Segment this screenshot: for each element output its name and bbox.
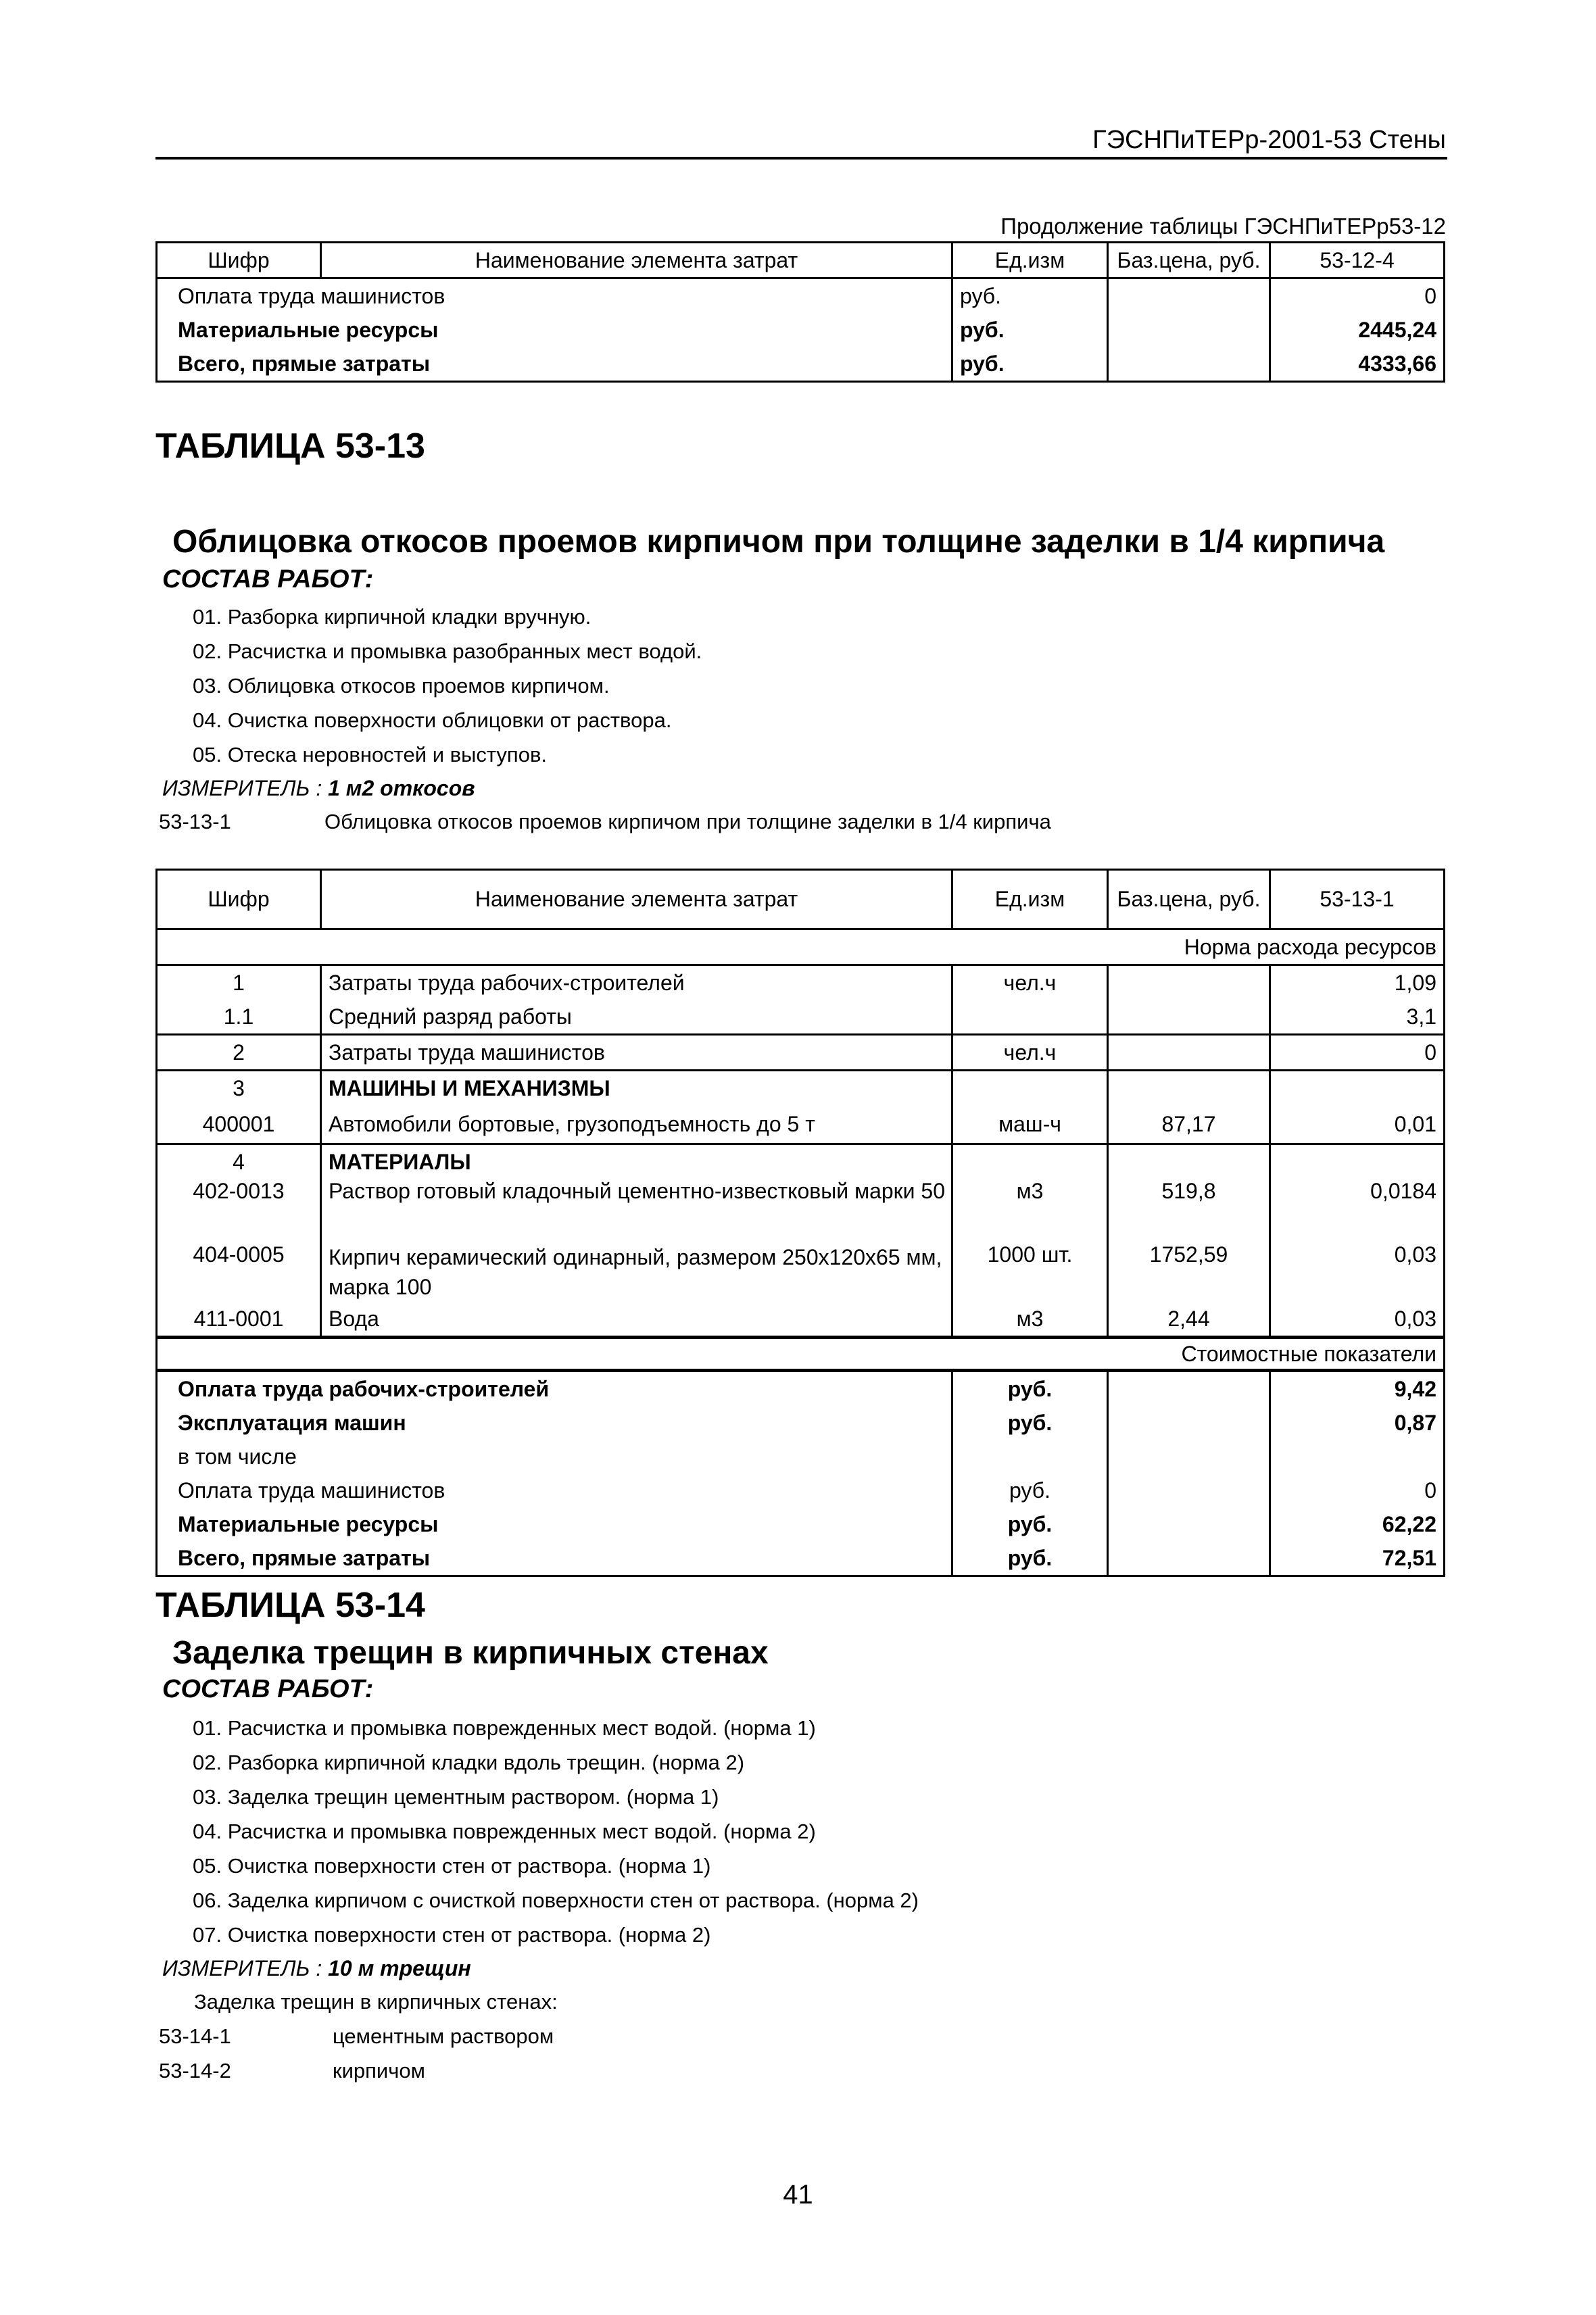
row-unit: руб.: [952, 313, 1108, 347]
row-price: 1752,59: [1108, 1240, 1270, 1302]
row-code: 404-0005: [157, 1240, 321, 1302]
row-value: 0: [1270, 1035, 1445, 1071]
row-value: [1270, 1144, 1445, 1179]
cost-row: [157, 1473, 1445, 1507]
work-item: 04. Очистка поверхности облицовки от раствора.: [193, 708, 672, 732]
work-item: 03. Облицовка откосов проемов кирпичом.: [193, 674, 610, 698]
row-value: 1,09: [1270, 965, 1445, 1000]
row-name: Средний разряд работы: [321, 1000, 952, 1035]
norm-section-label: Норма расхода ресурсов: [157, 929, 1445, 965]
row-value: 0,01: [1270, 1105, 1445, 1144]
cost-name: Материальные ресурсы: [157, 1507, 952, 1541]
work-item: 05. Очистка поверхности стен от раствора. (норма 1): [193, 1854, 711, 1878]
row-name: Вода: [321, 1302, 952, 1338]
item-code: 53-14-2: [159, 2059, 231, 2082]
table-row: [157, 1240, 1445, 1302]
table-row: [157, 1071, 1445, 1106]
row-price: [1108, 1000, 1270, 1035]
col-header-rate-code: 53-13-1: [1270, 870, 1445, 929]
row-price: [1108, 347, 1270, 382]
cost-section-label: Стоимостные показатели: [157, 1338, 1445, 1371]
cost-value: 0,87: [1270, 1406, 1445, 1440]
row-value: [1270, 1071, 1445, 1106]
row-price: 2,44: [1108, 1302, 1270, 1338]
col-header-code: Шифр: [157, 243, 321, 278]
meter-value: 10 м трещин: [328, 1956, 471, 1980]
row-unit: маш-ч: [952, 1105, 1108, 1144]
table-row: [157, 1000, 1445, 1035]
row-price: 87,17: [1108, 1105, 1270, 1144]
row-name: Раствор готовый кладочный цементно-известковый марки 50: [321, 1179, 952, 1240]
table-header-row: [157, 870, 1445, 929]
item-code: 53-13-1: [159, 810, 231, 833]
row-name: Всего, прямые затраты: [157, 347, 952, 382]
row-name-continued: марка 100: [329, 1275, 432, 1299]
table-row: [157, 965, 1445, 1000]
group-label: Заделка трещин в кирпичных стенах:: [194, 1990, 558, 2014]
row-unit: 1000 шт.: [952, 1240, 1108, 1302]
col-header-rate-code: 53-12-4: [1270, 243, 1445, 278]
item-name: Облицовка откосов проемов кирпичом при толщине заделки в 1/4 кирпича: [324, 810, 1051, 833]
row-name: Затраты труда рабочих-строителей: [321, 965, 952, 1000]
table-row: [157, 313, 1445, 347]
cost-section-row: [157, 1338, 1445, 1371]
cost-value: 9,42: [1270, 1371, 1445, 1407]
row-value: 4333,66: [1270, 347, 1445, 382]
cost-name: в том числе: [157, 1440, 952, 1473]
col-header-base-price: Баз.цена, руб.: [1108, 870, 1270, 929]
col-header-unit: Ед.изм: [952, 243, 1108, 278]
row-price: [1108, 313, 1270, 347]
row-price: [1108, 278, 1270, 314]
row-name: МАТЕРИАЛЫ: [321, 1144, 952, 1179]
header-rule: [155, 157, 1447, 160]
table-header-row: [157, 243, 1445, 278]
row-price: [1108, 1071, 1270, 1106]
col-header-name: Наименование элемента затрат: [321, 243, 952, 278]
cost-unit: руб.: [952, 1473, 1108, 1507]
cost-price: [1108, 1507, 1270, 1541]
table-53-14-title: Заделка трещин в кирпичных стенах: [172, 1635, 769, 1671]
cost-unit: руб.: [952, 1541, 1108, 1576]
row-code: 400001: [157, 1105, 321, 1144]
cost-row: [157, 1371, 1445, 1407]
table-53-13-heading: ТАБЛИЦА 53-13: [155, 427, 425, 466]
document-header-title: ГЭСНПиТЕРр-2001-53 Стены: [1092, 126, 1446, 154]
row-unit: м3: [952, 1302, 1108, 1338]
row-unit: чел.ч: [952, 965, 1108, 1000]
row-price: [1108, 1035, 1270, 1071]
row-unit: руб.: [952, 347, 1108, 382]
item-code: 53-14-1: [159, 2024, 231, 2048]
table-row: [157, 1302, 1445, 1338]
cost-unit: [952, 1440, 1108, 1473]
row-value: 2445,24: [1270, 313, 1445, 347]
cost-name: Оплата труда машинистов: [157, 1473, 952, 1507]
table-53-13: [155, 869, 1445, 1577]
cost-row: [157, 1507, 1445, 1541]
row-value: 0,03: [1270, 1240, 1445, 1302]
row-code: 2: [157, 1035, 321, 1071]
table-53-14-heading: ТАБЛИЦА 53-14: [155, 1586, 425, 1625]
row-code: 411-0001: [157, 1302, 321, 1338]
item-name: цементным раствором: [333, 2024, 554, 2048]
work-item: 04. Расчистка и промывка поврежденных мест водой. (норма 2): [193, 1820, 816, 1843]
cost-value: [1270, 1440, 1445, 1473]
work-item: 05. Отеска неровностей и выступов.: [193, 743, 548, 766]
norm-section-row: [157, 929, 1445, 965]
row-code: 3: [157, 1071, 321, 1106]
work-item: 06. Заделка кирпичом с очисткой поверхности стен от раствора. (норма 2): [193, 1888, 919, 1912]
meter-line: [162, 1956, 471, 1981]
row-unit: чел.ч: [952, 1035, 1108, 1071]
row-code: 1.1: [157, 1000, 321, 1035]
row-name: Затраты труда машинистов: [321, 1035, 952, 1071]
row-value: 3,1: [1270, 1000, 1445, 1035]
row-name: Оплата труда машинистов: [157, 278, 952, 314]
cost-price: [1108, 1406, 1270, 1440]
row-code: 402-0013: [157, 1179, 321, 1240]
cost-name: Всего, прямые затраты: [157, 1541, 952, 1576]
row-unit: [952, 1000, 1108, 1035]
table-row: [157, 1035, 1445, 1071]
col-header-name: Наименование элемента затрат: [321, 870, 952, 929]
cost-row: [157, 1541, 1445, 1576]
row-name: Кирпич керамический одинарный, размером 250х120х65 мм,: [329, 1245, 942, 1269]
meter-label: ИЗМЕРИТЕЛЬ :: [162, 776, 322, 800]
work-item: 01. Разборка кирпичной кладки вручную.: [193, 605, 591, 629]
item-name: кирпичом: [333, 2059, 425, 2082]
table-row: [157, 1105, 1445, 1144]
work-item: 02. Расчистка и промывка разобранных мест водой.: [193, 639, 702, 663]
cost-value: 72,51: [1270, 1541, 1445, 1576]
cost-price: [1108, 1473, 1270, 1507]
table-53-12-tail: [155, 241, 1445, 383]
work-item: 07. Очистка поверхности стен от раствора. (норма 2): [193, 1923, 711, 1947]
row-value: 0,0184: [1270, 1179, 1445, 1240]
page-number: 41: [783, 2180, 813, 2210]
cost-value: 0: [1270, 1473, 1445, 1507]
meter-value: 1 м2 откосов: [328, 776, 475, 800]
row-name: МАШИНЫ И МЕХАНИЗМЫ: [321, 1071, 952, 1106]
work-item: 02. Разборка кирпичной кладки вдоль трещин. (норма 2): [193, 1751, 745, 1774]
cost-price: [1108, 1541, 1270, 1576]
meter-line: [162, 776, 475, 801]
table-row: [157, 278, 1445, 314]
table-row: [157, 347, 1445, 382]
cost-name: Оплата труда рабочих-строителей: [157, 1371, 952, 1407]
cost-price: [1108, 1440, 1270, 1473]
cost-unit: руб.: [952, 1406, 1108, 1440]
cost-value: 62,22: [1270, 1507, 1445, 1541]
col-header-unit: Ед.изм: [952, 870, 1108, 929]
cost-name: Эксплуатация машин: [157, 1406, 952, 1440]
row-unit: руб.: [952, 278, 1108, 314]
row-unit: м3: [952, 1179, 1108, 1240]
cost-unit: руб.: [952, 1507, 1108, 1541]
row-name-cell: [321, 1240, 952, 1302]
row-name: Материальные ресурсы: [157, 313, 952, 347]
table-row: [157, 1179, 1445, 1240]
row-value: 0,03: [1270, 1302, 1445, 1338]
work-item: 03. Заделка трещин цементным раствором. (норма 1): [193, 1785, 719, 1809]
work-item: 01. Расчистка и промывка поврежденных мест водой. (норма 1): [193, 1716, 816, 1740]
cost-row: [157, 1406, 1445, 1440]
col-header-code: Шифр: [157, 870, 321, 929]
cost-price: [1108, 1371, 1270, 1407]
row-name: Автомобили бортовые, грузоподъемность до 5 т: [321, 1105, 952, 1144]
row-price: [1108, 1144, 1270, 1179]
row-unit: [952, 1144, 1108, 1179]
row-code: 4: [157, 1144, 321, 1179]
continuation-note: Продолжение таблицы ГЭСНПиТЕРр53-12: [1000, 214, 1446, 239]
sostav-rabot-label: СОСТАВ РАБОТ:: [162, 1675, 374, 1703]
row-price: 519,8: [1108, 1179, 1270, 1240]
table-row: [157, 1144, 1445, 1179]
row-unit: [952, 1071, 1108, 1106]
row-value: 0: [1270, 278, 1445, 314]
table-53-13-title: Облицовка откосов проемов кирпичом при толщине заделки в 1/4 кирпича: [172, 524, 1385, 560]
row-code: 1: [157, 965, 321, 1000]
cost-row: [157, 1440, 1445, 1473]
sostav-rabot-label: СОСТАВ РАБОТ:: [162, 565, 374, 593]
row-price: [1108, 965, 1270, 1000]
meter-label: ИЗМЕРИТЕЛЬ :: [162, 1956, 322, 1980]
cost-unit: руб.: [952, 1371, 1108, 1407]
col-header-base-price: Баз.цена, руб.: [1108, 243, 1270, 278]
